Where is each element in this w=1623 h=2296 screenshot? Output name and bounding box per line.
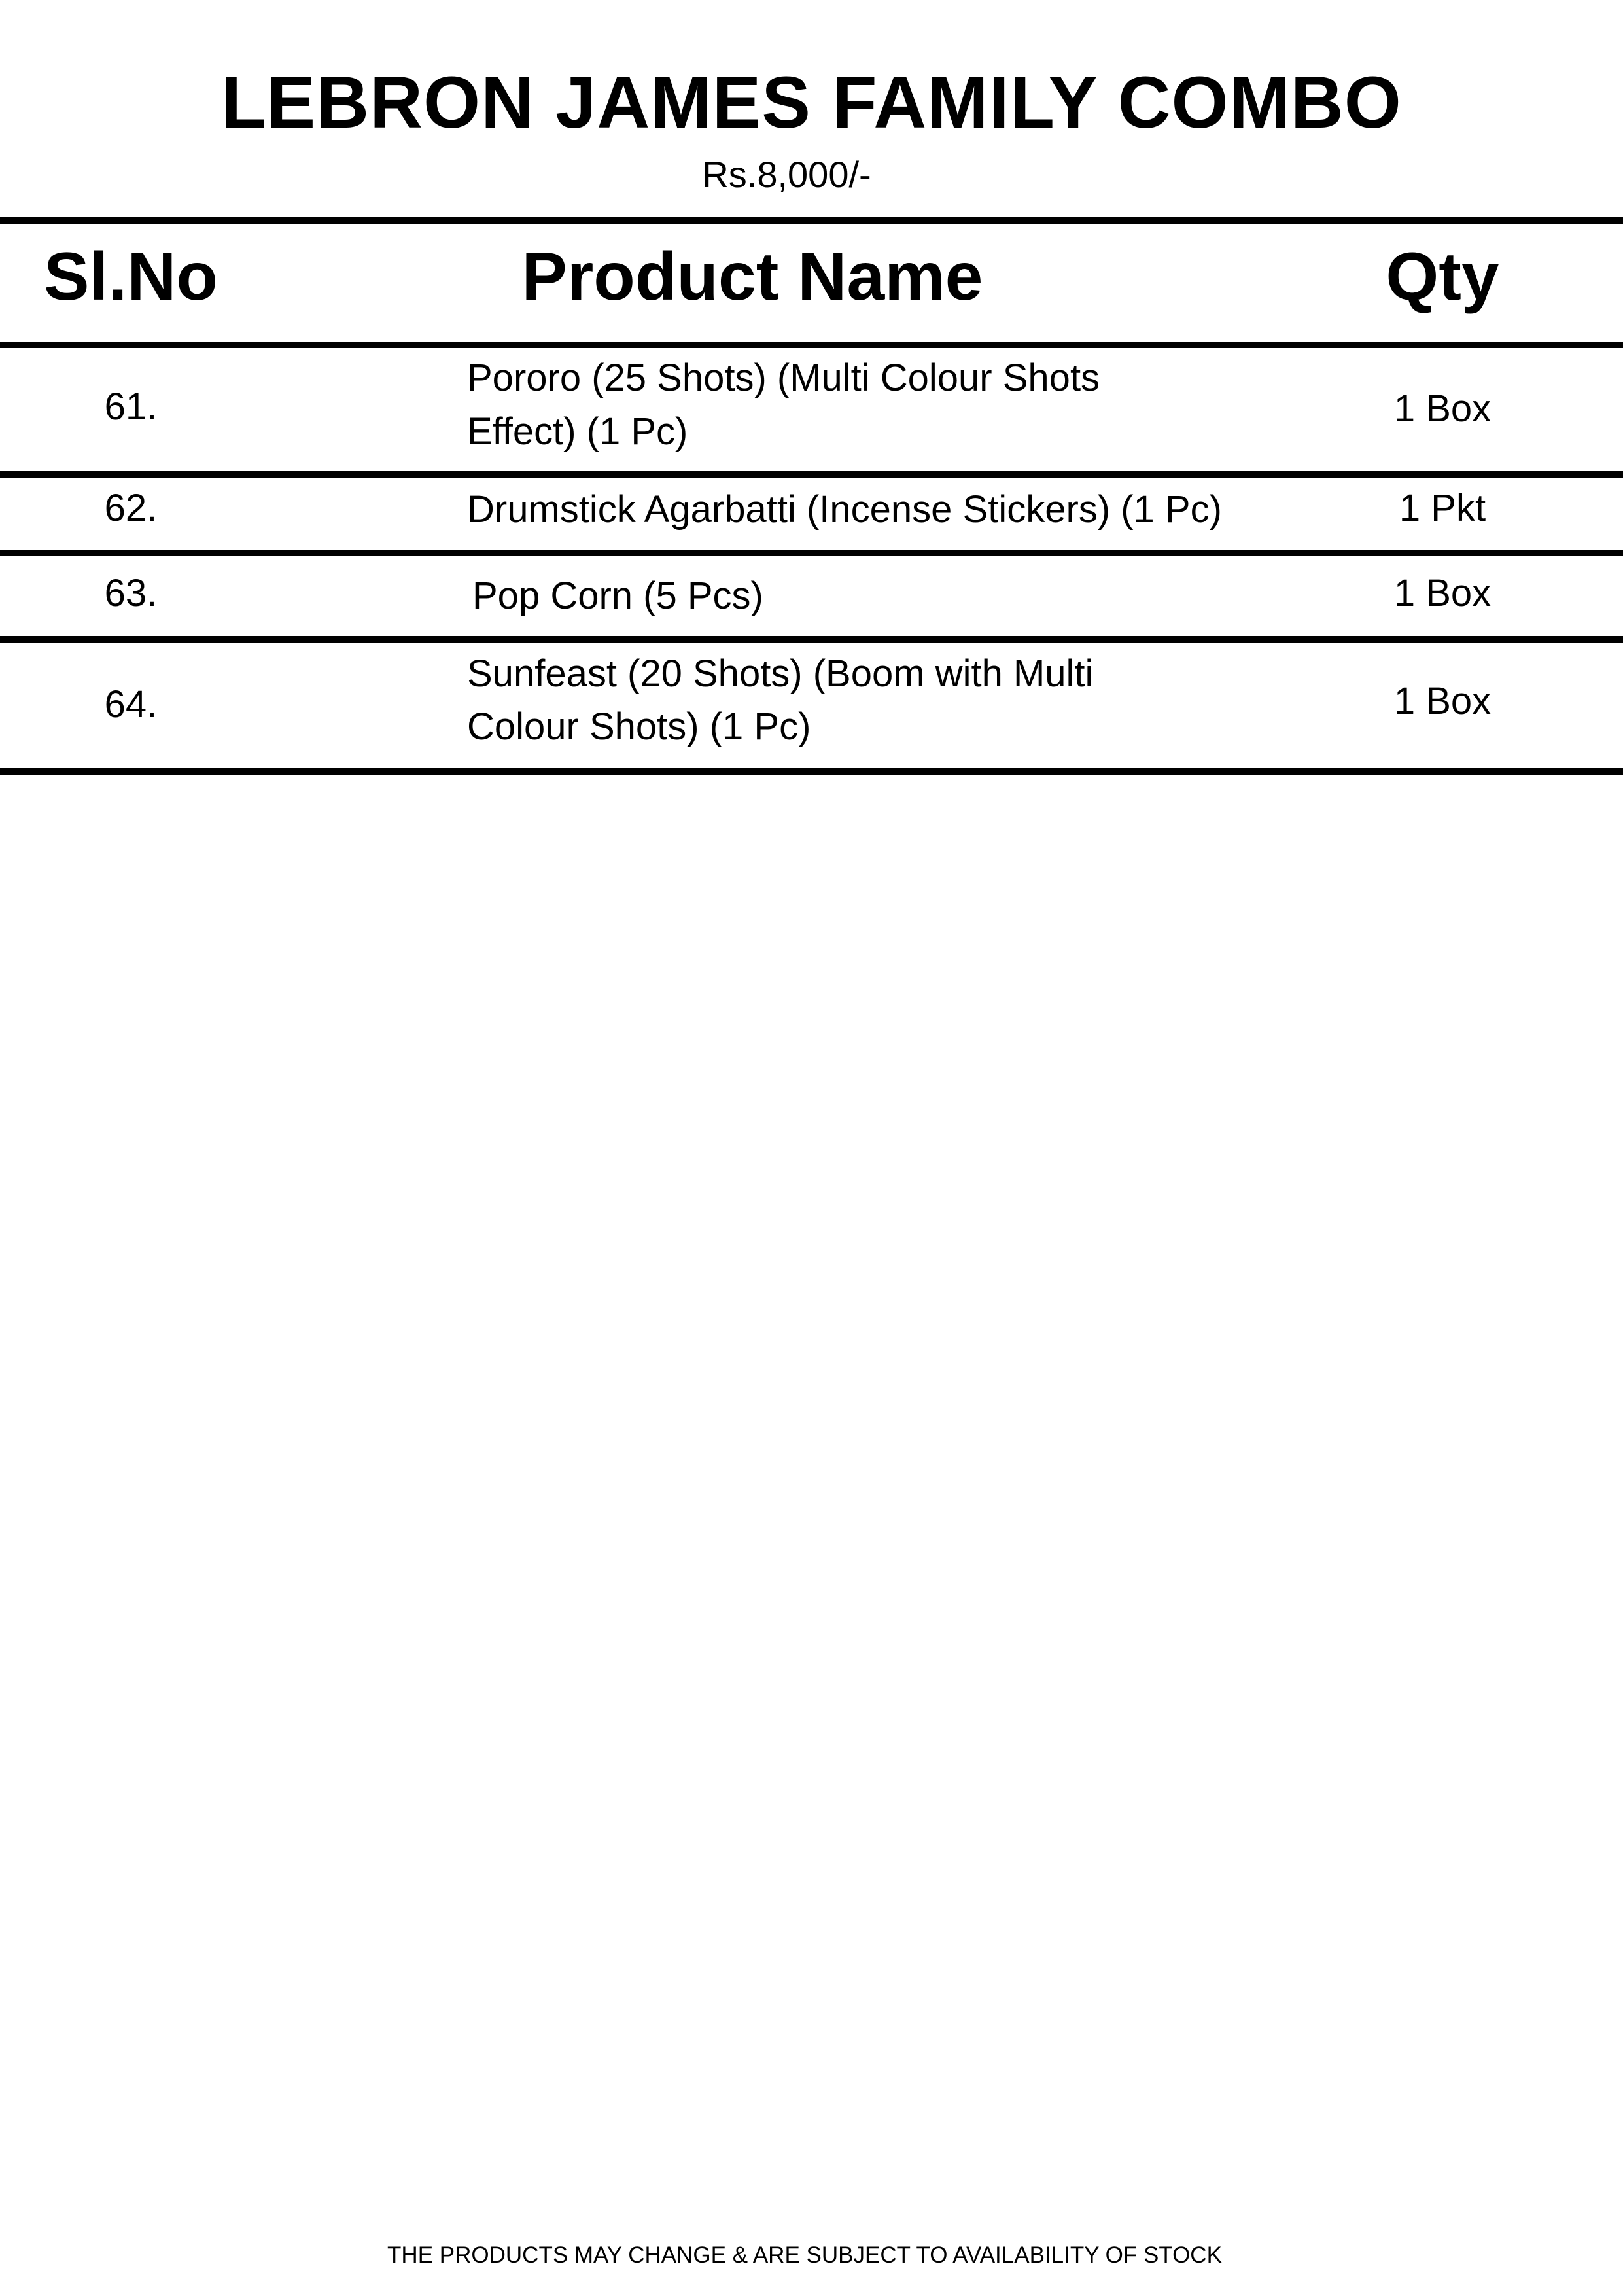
row-slno: 63.: [104, 572, 158, 614]
header-qty: Qty: [1386, 239, 1499, 315]
row-divider: [0, 550, 1623, 556]
row-slno: 64.: [104, 683, 158, 726]
document-title: LEBRON JAMES FAMILY COMBO: [221, 62, 1402, 143]
combo-price: Rs.8,000/-: [702, 154, 871, 195]
row-slno: 61.: [104, 385, 158, 428]
header-slno: Sl.No: [44, 239, 218, 315]
table-top-rule: [0, 217, 1623, 224]
row-product-name: Pororo (25 Shots) (Multi Colour Shots: [467, 357, 1100, 399]
row-product-name: Pop Corn (5 Pcs): [472, 574, 763, 617]
row-product-name-cont: Effect) (1 Pc): [467, 410, 688, 453]
table-bottom-rule: [0, 768, 1623, 775]
row-divider: [0, 636, 1623, 643]
row-product-name-cont: Colour Shots) (1 Pc): [467, 705, 811, 748]
row-product-name: Sunfeast (20 Shots) (Boom with Multi: [467, 652, 1094, 695]
row-qty: 1 Box: [1393, 680, 1492, 722]
row-divider: [0, 471, 1623, 478]
stock-disclaimer: THE PRODUCTS MAY CHANGE & ARE SUBJECT TO AVAILABILITY OF STOCK: [387, 2242, 1222, 2268]
header-bottom-rule: [0, 342, 1623, 348]
row-product-name: Drumstick Agarbatti (Incense Stickers) (1 Pc): [467, 488, 1222, 531]
row-qty: 1 Box: [1393, 387, 1492, 430]
header-product-name: Product Name: [521, 239, 983, 315]
row-slno: 62.: [104, 487, 158, 529]
row-qty: 1 Pkt: [1399, 487, 1486, 529]
row-qty: 1 Box: [1393, 572, 1492, 614]
